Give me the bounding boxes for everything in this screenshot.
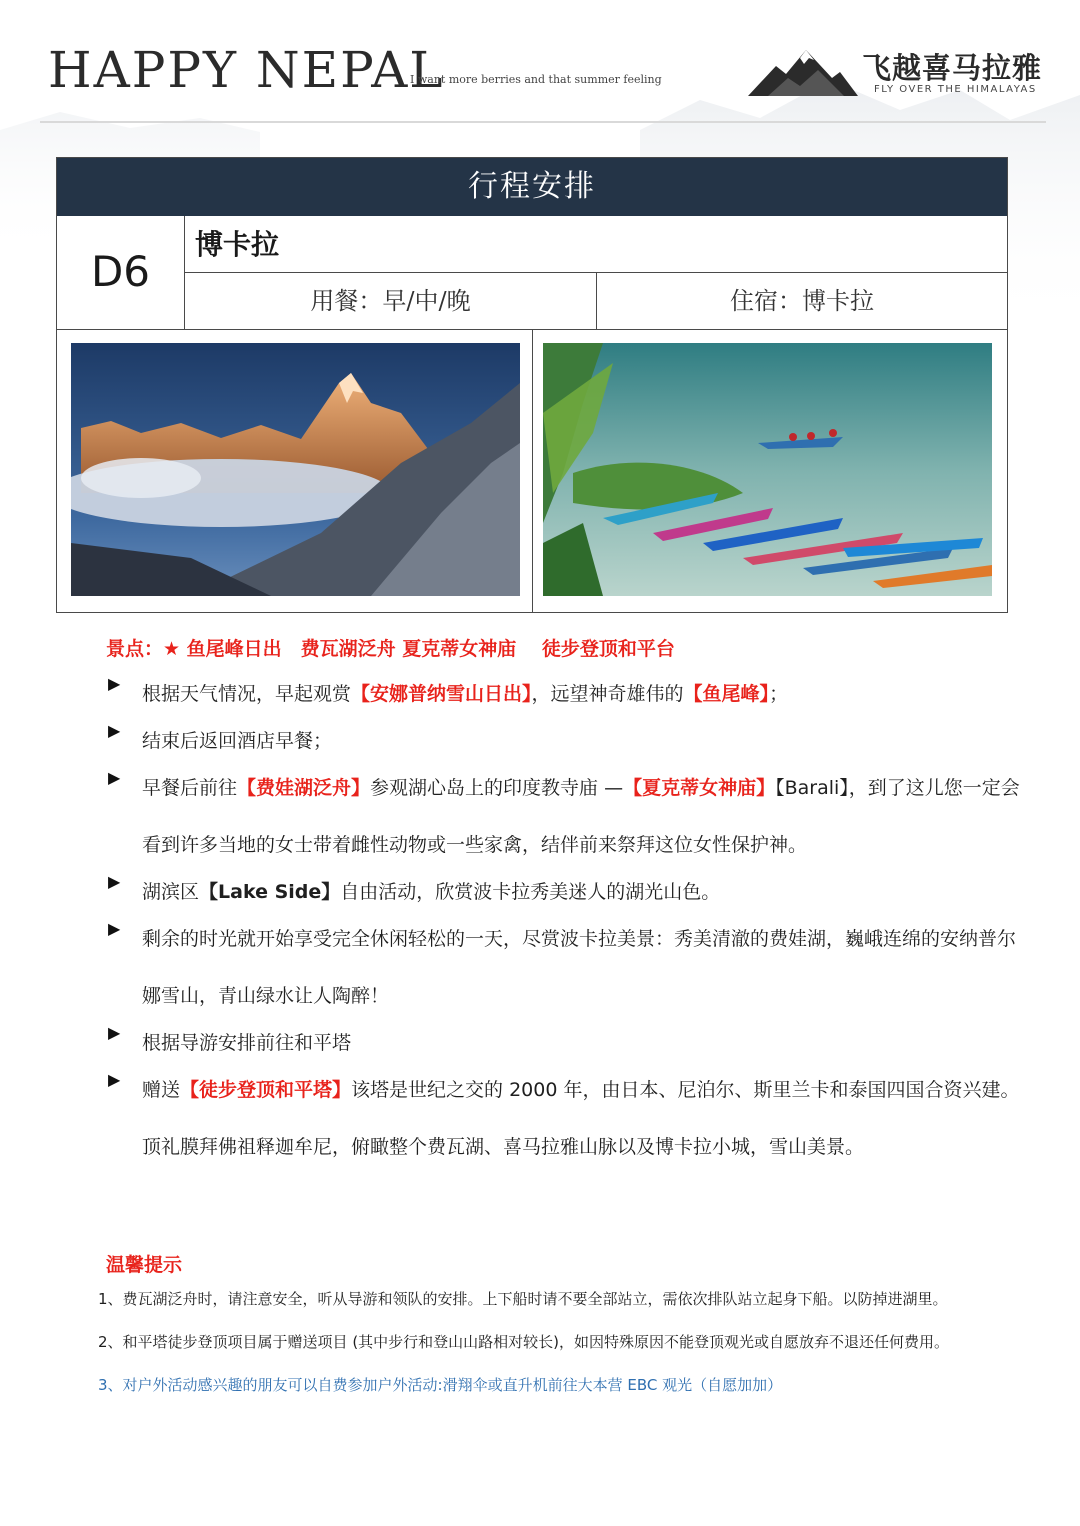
bullet-arrow-icon: ▶ <box>108 768 121 787</box>
bullet-arrow-icon: ▶ <box>108 872 121 891</box>
highlight-text: 【安娜普纳雪山日出】 <box>351 683 532 705</box>
bullet-arrow-icon: ▶ <box>108 1070 121 1089</box>
list-item: ▶ 赠送【徒步登顶和平塔】该塔是世纪之交的 2000 年，由日本、尼泊尔、斯里兰卡和泰国四国合资兴建。顶礼膜拜佛祖释迦牟尼，俯瞰整个费瓦湖、喜马拉雅山脉以及博卡拉小城，雪山美景。 <box>106 1062 1026 1176</box>
bullet-arrow-icon: ▶ <box>108 1023 121 1042</box>
list-item: ▶ 结束后返回酒店早餐； <box>106 713 1026 770</box>
brand-tagline: I want more berries and that summer feeling <box>410 73 662 86</box>
itinerary-title: 行程安排 <box>57 158 1007 216</box>
mountain-sunrise-photo <box>71 343 520 596</box>
accommodation-info: 住宿：博卡拉 <box>597 273 1007 330</box>
list-item: ▶ 早餐后前往【费娃湖泛舟】参观湖心岛上的印度教寺庙 —【夏克蒂女神庙】【Barali】，到了这儿您一定会看到许多当地的女士带着雌性动物或一些家禽，结伴前来祭拜这位女性保护神。 <box>106 760 1026 874</box>
bullet-arrow-icon: ▶ <box>108 674 121 693</box>
list-item: ▶ 根据天气情况，早起观赏【安娜普纳雪山日出】，远望神奇雄伟的【鱼尾峰】； <box>106 666 1026 723</box>
list-item: ▶ 根据导游安排前往和平塔 <box>106 1015 1026 1072</box>
header-divider <box>40 121 1046 123</box>
tip-item: 2、和平塔徒步登顶项目属于赠送项目 (其中步行和登山山路相对较长)，如因特殊原因不能登顶观光或自愿放弃不退还任何费用。 <box>98 1333 950 1351</box>
lake-boats-photo <box>543 343 992 596</box>
logo-chinese-text: 飞越喜马拉雅 <box>862 51 1043 85</box>
list-item: ▶ 湖滨区【Lake Side】自由活动，欣赏波卡拉秀美迷人的湖光山色。 <box>106 864 1026 921</box>
tip-item: 3、对户外活动感兴趣的朋友可以自费参加户外活动:滑翔伞或直升机前往大本营 EBC 观光（自愿加加） <box>98 1376 783 1394</box>
itinerary-table <box>56 157 1008 613</box>
photo-divider <box>532 330 533 612</box>
day-number: D6 <box>57 216 185 330</box>
activity-list <box>106 676 1026 1176</box>
tip-item: 1、费瓦湖泛舟时，请注意安全，听从导游和领队的安排。上下船时请不要全部站立，需依次排队站立起身下船。以防掉进湖里。 <box>98 1290 948 1308</box>
highlight-text: 【夏克蒂女神庙】 <box>623 777 776 799</box>
tips-list <box>98 1288 1048 1417</box>
day-destination: 博卡拉 <box>185 216 1007 273</box>
logo-english-text: FLY OVER THE HIMALAYAS <box>874 84 1037 95</box>
brand-title: HAPPY NEPAL <box>48 41 445 99</box>
list-item: ▶ 剩余的时光就开始享受完全休闲轻松的一天，尽赏波卡拉美景：秀美清澈的费娃湖，巍峨连绵的安纳普尔娜雪山，青山绿水让人陶醉！ <box>106 911 1026 1025</box>
bullet-arrow-icon: ▶ <box>108 721 121 740</box>
highlight-text: 【鱼尾峰】 <box>683 683 770 705</box>
bold-text: 【Lake Side】 <box>199 881 341 903</box>
meals-info: 用餐：早/中/晚 <box>185 273 597 330</box>
highlight-text: 【费娃湖泛舟】 <box>237 777 371 799</box>
tips-heading: 温馨提示 <box>106 1254 183 1276</box>
bullet-arrow-icon: ▶ <box>108 919 121 938</box>
highlight-text: 【徒步登顶和平塔】 <box>180 1079 352 1101</box>
sights-line: 景点：★ 鱼尾峰日出 费瓦湖泛舟 夏克蒂女神庙 徒步登顶和平台 <box>106 638 675 660</box>
mountain-icon <box>748 44 858 98</box>
